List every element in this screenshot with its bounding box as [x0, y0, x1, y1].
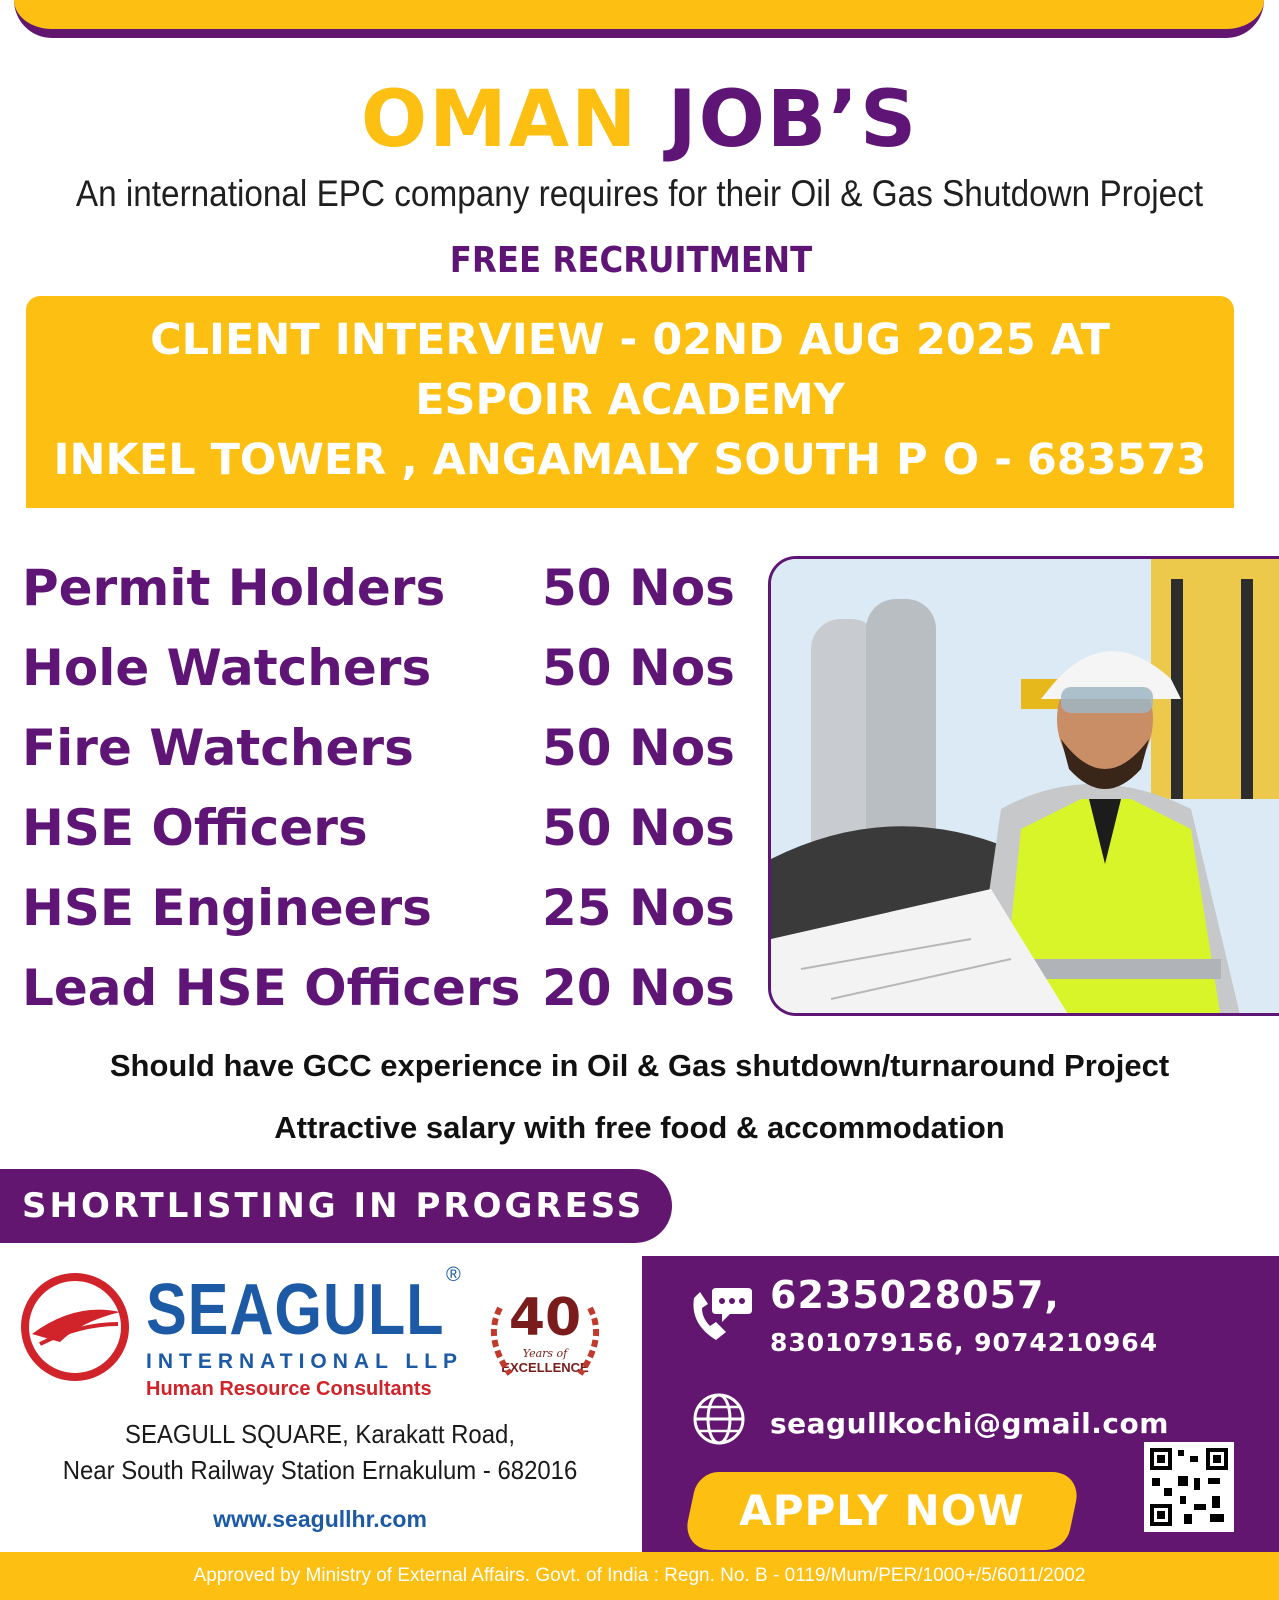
company-address: [26, 1416, 615, 1488]
job-count: 50 Nos: [542, 719, 735, 777]
job-count: 50 Nos: [542, 559, 735, 617]
worker-photo: [768, 556, 1279, 1016]
company-name: SEAGULL: [146, 1270, 445, 1350]
qr-code-icon[interactable]: [1144, 1442, 1234, 1532]
laurel-wreath-icon: [480, 1288, 610, 1388]
requirement-salary: Attractive salary with free food & accommodation: [274, 1110, 1005, 1145]
job-title: Hole Watchers: [22, 639, 432, 697]
footer-approval: Approved by Ministry of External Affairs. Govt. of India : Regn. No. B - 0119/Mum/PER/1000+/5/6011/2002: [0, 1552, 1279, 1600]
job-list: [22, 548, 742, 1028]
badge-excellence: EXCELLENCE: [501, 1360, 589, 1375]
phone-secondary[interactable]: 8301079156, 9074210964: [770, 1328, 1159, 1357]
registered-mark: ®: [446, 1264, 461, 1286]
badge-number: 40: [508, 1288, 582, 1348]
job-count: 50 Nos: [542, 799, 735, 857]
job-row: [22, 548, 742, 628]
address-line-2: Near South Railway Station Ernakulum - 682016: [62, 1455, 578, 1485]
email-link[interactable]: seagullkochi@gmail.com: [770, 1407, 1169, 1440]
page-title: [0, 72, 1279, 168]
job-title: HSE Officers: [22, 799, 368, 857]
requirement-gcc: Should have GCC experience in Oil & Gas shutdown/turnaround Project: [109, 1048, 1170, 1083]
badge-years: Years of: [522, 1347, 568, 1360]
globe-icon: [692, 1392, 746, 1446]
job-row: [22, 948, 742, 1028]
job-title: Fire Watchers: [22, 719, 414, 777]
free-recruitment: FREE RECRUITMENT: [449, 240, 813, 281]
job-count: 20 Nos: [542, 959, 735, 1017]
job-title: Permit Holders: [22, 559, 446, 617]
top-banner: [14, 0, 1264, 38]
job-row: [22, 788, 742, 868]
shortlisting-banner: SHORTLISTING IN PROGRESS: [0, 1169, 672, 1243]
years-badge: [480, 1288, 610, 1388]
interview-box: [26, 296, 1234, 508]
subheadline: An international EPC company requires for their Oil & Gas Shutdown Project: [75, 173, 1204, 214]
job-title: Lead HSE Officers: [22, 959, 521, 1017]
job-count: 50 Nos: [542, 639, 735, 697]
company-logo: [20, 1264, 464, 1400]
worker-illustration: [771, 559, 1279, 1016]
interview-line-3: INKEL TOWER , ANGAMALY SOUTH P O - 683573: [53, 435, 1207, 485]
job-row: [22, 628, 742, 708]
company-subtitle: INTERNATIONAL LLP: [146, 1350, 464, 1373]
address-line-1: SEAGULL SQUARE, Karakatt Road,: [125, 1419, 515, 1449]
title-word-oman: OMAN: [360, 75, 639, 165]
job-row: [22, 868, 742, 948]
phone-primary[interactable]: 6235028057,: [770, 1273, 1060, 1317]
seagull-emblem-icon: [20, 1272, 130, 1382]
job-title: HSE Engineers: [22, 879, 432, 937]
job-row: [22, 708, 742, 788]
interview-line-1: CLIENT INTERVIEW - 02ND AUG 2025 AT: [150, 315, 1110, 365]
apply-now-label[interactable]: APPLY NOW: [739, 1486, 1025, 1535]
phone-chat-icon: [686, 1284, 754, 1344]
title-word-jobs: JOB’S: [667, 75, 919, 165]
qr-pattern: [1150, 1448, 1228, 1526]
website-link[interactable]: www.seagullhr.com: [213, 1506, 427, 1532]
job-count: 25 Nos: [542, 879, 735, 937]
company-tagline: Human Resource Consultants: [146, 1378, 432, 1400]
interview-line-2: ESPOIR ACADEMY: [415, 375, 845, 425]
